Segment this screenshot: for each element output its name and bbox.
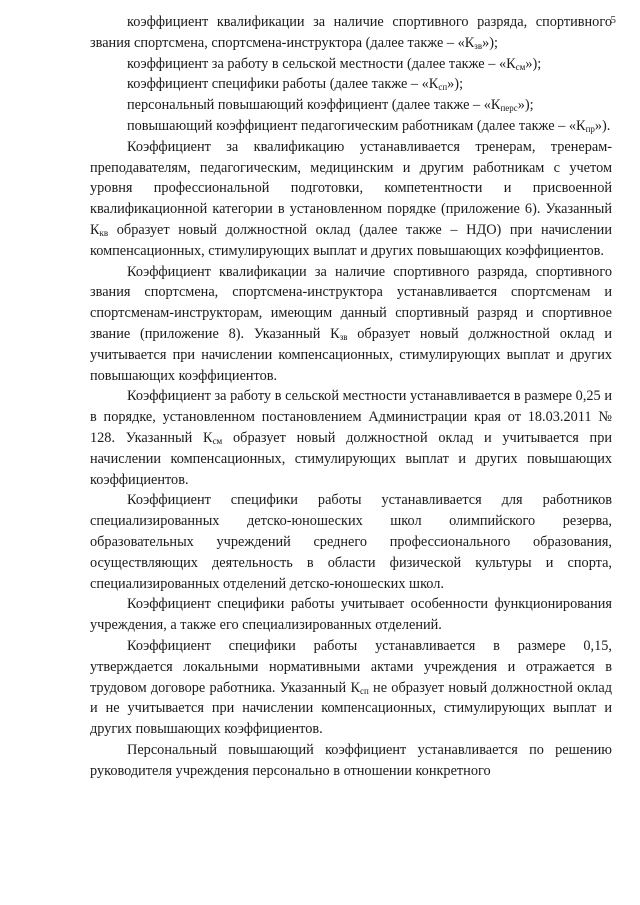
paragraph-coeff-rural: коэффициент за работу в сельской местности (далее также – «$К_{см}$»);: [127, 55, 542, 72]
paragraph-qualification: Коэффициент за квалификацию устанавливается тренерам, тренерам-преподавателям, педагогическим, медицинским и другим работникам с учетом уровня профессиональной подготовки, компетентности и присвоенной квалификационной категории в установленном порядке (приложение 6). Указанный $К_{кв}$ образует новый должностной оклад (далее также – НДО) при начислении компенсационных, стимулирующих выплат и других повышающих коэффициентов.: [90, 138, 612, 259]
paragraph-coeff-personal: персональный повышающий коэффициент (далее также – «$К_{перс}$»);: [127, 97, 534, 114]
paragraph-personal: Персональный повышающий коэффициент устанавливается по решению руководителя учреждения персонально в отношении конкретного: [90, 741, 612, 779]
paragraph-coeff-pedagogical: повышающий коэффициент педагогическим работникам (далее также – «$К_{пр}$»).: [127, 117, 611, 134]
paragraph-specifics-amount: Коэффициент специфики работы устанавливается в размере 0,15, утверждается локальными нормативными актами учреждения и отражается в трудовом договоре работника. Указанный $К_{сп}$ не образует новый должностной оклад и не учитывается при начислении компенсационных, стимулирующих выплат и других повышающих коэффициентов.: [90, 637, 612, 738]
page-number: 5: [610, 14, 616, 26]
document-body: [90, 12, 612, 781]
paragraph-specifics-scope: Коэффициент специфики работы устанавливается для работников специализированных детско-юношеских школ олимпийского резерва, образовательных учреждений среднего профессионального образования, осуществляющих деятельность в области физической культуры и спорта, специализированных отделений детско-юношеских школ.: [90, 492, 612, 592]
paragraph-sport-rank: Коэффициент квалификации за наличие спортивного разряда, спортивного звания спортсмена, спортсмена-инструктора устанавливается спортсменам и спортсменам-инструкторам, имеющим данный спортивный разряд и спортивное звание (приложение 8). Указанный $К_{зв}$ образует новый должностной оклад и учитывается при начислении компенсационных, стимулирующих выплат и других повышающих коэффициентов.: [90, 263, 612, 384]
paragraph-coeff-sport-rank: коэффициент квалификации за наличие спортивного разряда, спортивного звания спортсмена, спортсмена-инструктора (далее также – «$К_{зв}$»);: [90, 14, 612, 51]
paragraph-specifics-features: Коэффициент специфики работы учитывает особенности функционирования учреждения, а также его специализированных отделений.: [90, 596, 612, 634]
paragraph-rural: Коэффициент за работу в сельской местности устанавливается в размере 0,25 и в порядке, установленном постановлением Администрации края от 18.03.2011 № 128. Указанный $К_{см}$ образует новый должностной оклад и учитывается при начислении компенсационных, стимулирующих выплат и других повышающих коэффициентов.: [90, 388, 612, 488]
paragraph-coeff-specifics: коэффициент специфики работы (далее также – «$К_{сп}$»);: [127, 76, 464, 93]
